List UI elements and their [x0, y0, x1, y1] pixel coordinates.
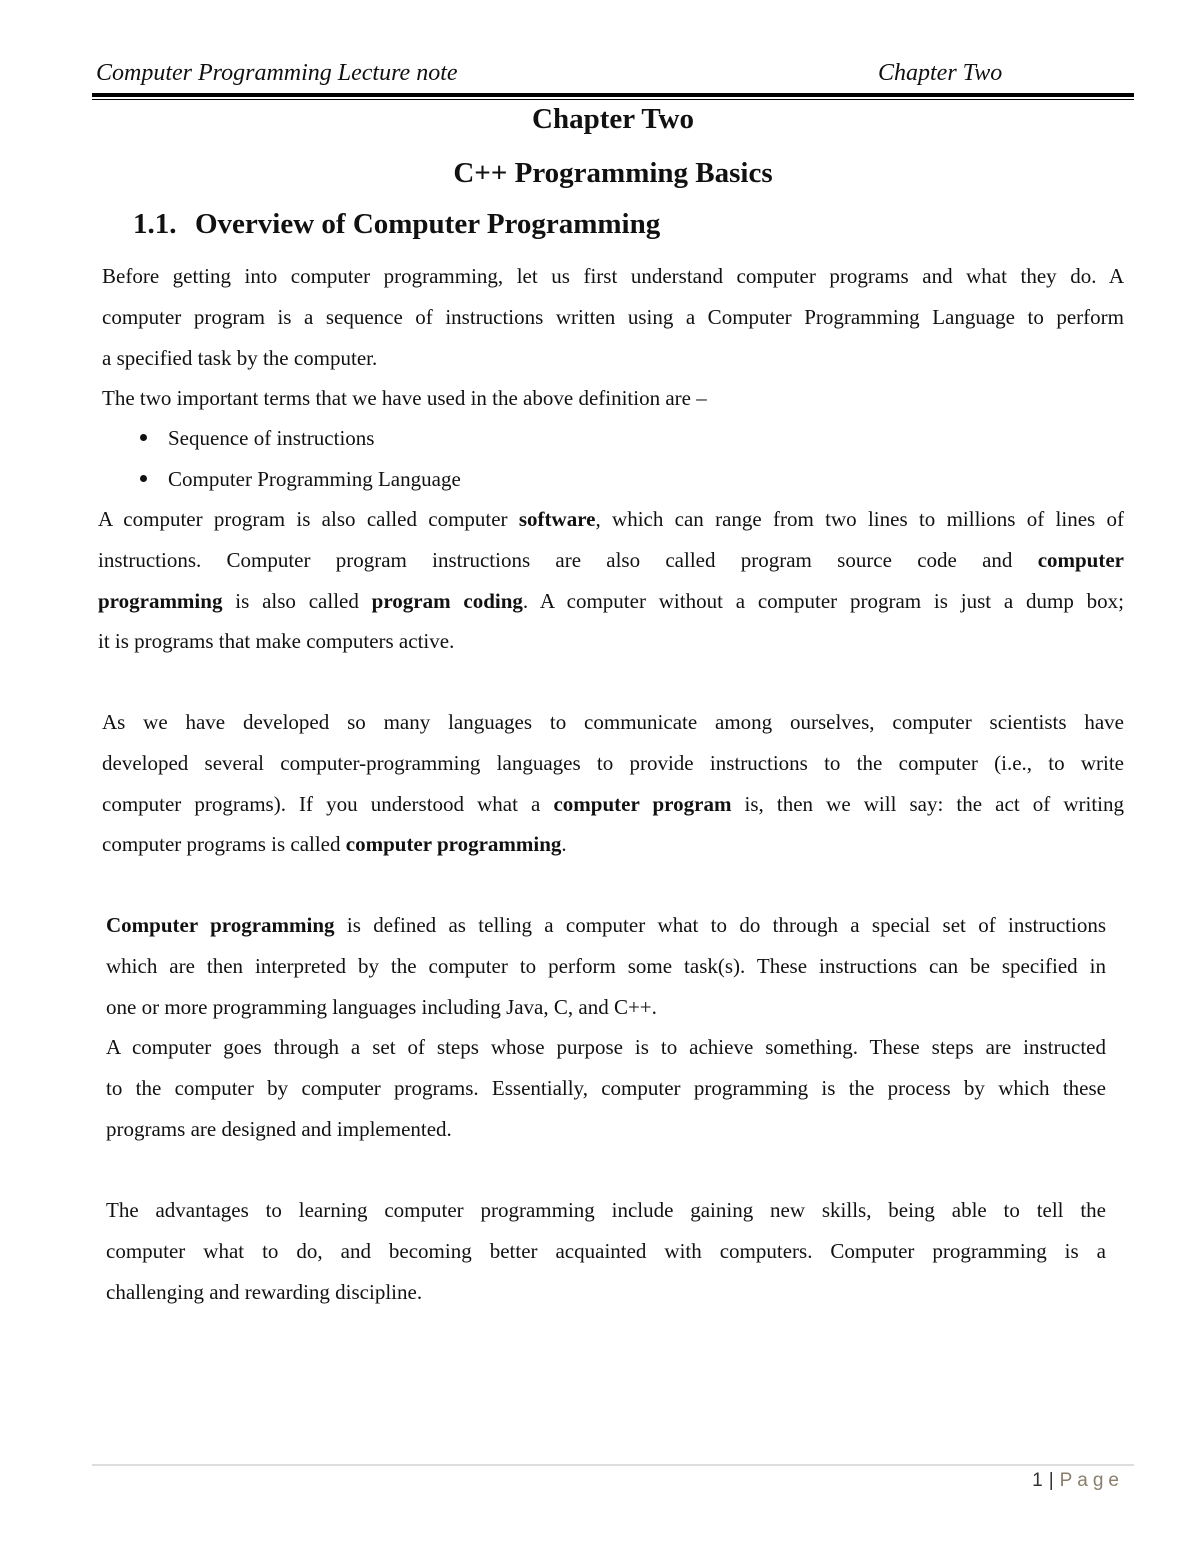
bold-term: computer [1037, 547, 1124, 572]
paragraph-line [98, 540, 1124, 581]
section-number: 1.1. [133, 208, 177, 240]
paragraph-line: one or more programming languages including Java, C, and C++. [106, 994, 657, 1019]
paragraph-steps [106, 1027, 1106, 1149]
paragraph-software [98, 499, 1124, 662]
paragraph-line: The two important terms that we have used in the above definition are – [102, 386, 707, 410]
paragraph-languages [102, 702, 1124, 865]
paragraph-advantages [106, 1190, 1106, 1312]
chapter-subtitle: C++ Programming Basics [453, 157, 773, 189]
list-item [102, 459, 461, 500]
bold-term: computer programming [345, 832, 562, 857]
bold-term: software [518, 507, 596, 531]
list-item [102, 418, 461, 459]
running-header [96, 58, 1136, 98]
paragraph-terms-intro [102, 378, 1124, 419]
section-title: Overview of Computer Programming [195, 208, 661, 240]
footer-rule [92, 1464, 1134, 1466]
section-heading [133, 208, 660, 241]
text-run: A computer program is also called computer [98, 507, 519, 531]
paragraph-line: computer what to do, and becoming better acquainted with computers. Computer programming is a [106, 1238, 1106, 1263]
terms-list [102, 418, 461, 500]
paragraph-definition [106, 905, 1106, 1027]
paragraph-line [106, 905, 1106, 946]
list-item-text: Sequence of instructions [168, 426, 375, 450]
bold-term: programming [98, 588, 223, 613]
paragraph-intro [102, 256, 1124, 378]
paragraph-line: developed several computer-programming languages to provide instructions to the computer (i.e., to write [102, 750, 1124, 775]
text-run: , which can range from two lines to millions of lines of [595, 507, 1124, 531]
page-number: 1 [1032, 1470, 1043, 1491]
paragraph-line: The advantages to learning computer programming include gaining new skills, being able to tell the [106, 1198, 1106, 1222]
text-run: instructions. Computer program instructions are also called program source code and [98, 547, 1038, 572]
text-run: is, then we will say: the act of writing [731, 791, 1124, 816]
footer-separator: | [1048, 1470, 1054, 1491]
header-rule-thin [92, 99, 1134, 100]
paragraph-line [98, 581, 1124, 622]
bold-term: Computer programming [106, 913, 335, 937]
text-run: . [561, 832, 567, 857]
text-run: computer programs). If you understood what a [102, 791, 554, 816]
text-run: . A computer without a computer program is just a dump box; [522, 588, 1124, 613]
paragraph-line: A computer goes through a set of steps whose purpose is to achieve something. These steps are instructed [106, 1035, 1106, 1059]
paragraph-line: As we have developed so many languages to communicate among ourselves, computer scientists have [102, 710, 1124, 734]
header-rule-thick [92, 93, 1134, 97]
chapter-title: Chapter Two [532, 103, 694, 135]
header-chapter: Chapter Two [878, 60, 1003, 86]
page-label: Page [1059, 1470, 1124, 1491]
bullet-icon [140, 434, 147, 441]
paragraph-line [102, 784, 1124, 825]
paragraph-line [102, 824, 1124, 865]
header-document-title: Computer Programming Lecture note [96, 60, 458, 86]
page-footer [1032, 1470, 1124, 1492]
paragraph-line: which are then interpreted by the computer to perform some task(s). These instructions can be specified in [106, 953, 1106, 978]
paragraph-line: challenging and rewarding discipline. [106, 1279, 423, 1304]
text-run: is defined as telling a computer what to do through a special set of instructions [334, 913, 1106, 937]
paragraph-line: programs are designed and implemented. [106, 1116, 452, 1141]
paragraph-line: it is programs that make computers active. [98, 629, 455, 654]
text-run: is also called [222, 588, 372, 613]
text-run: computer programs is called [102, 832, 346, 857]
bullet-icon [140, 475, 147, 482]
bold-term: computer program [553, 791, 732, 816]
paragraph-line: to the computer by computer programs. Essentially, computer programming is the process by which these [106, 1075, 1106, 1100]
paragraph-line: a specified task by the computer. [102, 345, 378, 370]
list-item-text: Computer Programming Language [168, 466, 461, 491]
paragraph-line [98, 499, 1124, 540]
bold-term: program coding [371, 588, 523, 613]
paragraph-line: computer program is a sequence of instructions written using a Computer Programming Language to perform [102, 304, 1124, 329]
paragraph-line: Before getting into computer programming, let us first understand computer programs and what they do. A [102, 264, 1124, 288]
